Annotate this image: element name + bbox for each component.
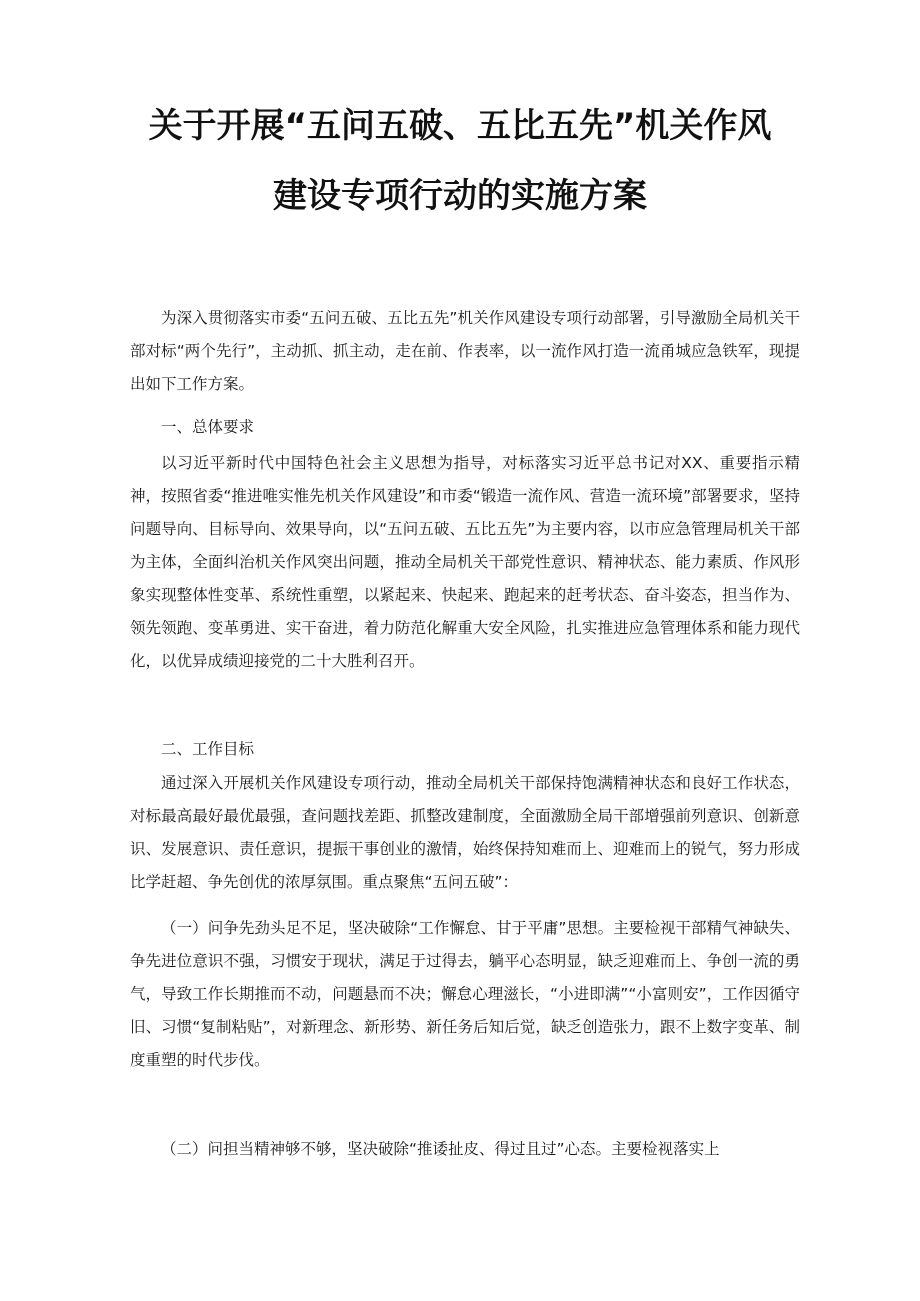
section-work-goals-body: 通过深入开展机关作风建设专项行动，推动全局机关干部保持饱满精神状态和良好工作状态，对标最高最好最优最强，查问题找差距、抓整改建制度，全面激励全局干部增强前列意识、创新意识、发展意识、责任意识，提振干事创业的激情，始终保持知难而上、迎难而上的锐气，努力形成比学赶超、争先创优的浓厚氛围。重点聚焦“五问五破”： [130,774,800,891]
goal-item-1: （一）问争先劲头足不足，坚决破除“工作懈怠、甘于平庸”思想。主要检视干部精气神缺失、争先进位意识不强，习惯安于现状，满足于过得去，躺平心态明显，缺乏迎难而上、争创一流的勇气，导致工作长期推而不动，问题悬而不决；懈怠心理滋长，“小进即满”“小富则安”，工作因循守旧、习惯“复制粘贴”，对新理念、新形势、新任务后知后觉，缺乏创造张力，跟不上数字变革、制度重塑的时代步伐。 [130,919,800,1069]
section-heading-work-goals: 二、工作目标 [161,740,255,758]
intro-paragraph: 为深入贯彻落实市委“五问五破、五比五先”机关作风建设专项行动部署，引导激励全局机关干部对标“两个先行”，主动抓、抓主动，走在前、作表率，以一流作风打造一流甬城应急铁军，现提出如下工作方案。 [130,309,800,393]
section-heading-general-requirements: 一、总体要求 [161,418,255,436]
section-general-requirements-body: 以习近平新时代中国特色社会主义思想为指导，对标落实习近平总书记对XX、重要指示精神，按照省委“推进唯实惟先机关作风建设”和市委“锻造一流作风、营造一流环境”部署要求，坚持问题导向、目标导向、效果导向，以“五问五破、五比五先”为主要内容，以市应急管理局机关干部为主体，全面纠治机关作风突出问题，推动全局机关干部党性意识、精神状态、能力素质、作风形象实现整体性变革、系统性重塑，以紧起来、快起来、跑起来的赶考状态、奋斗姿态，担当作为、领先领跑、变革勇进、实干奋进，着力防范化解重大安全风险，扎实推进应急管理体系和能力现代化，以优异成绩迎接党的二十大胜利召开。 [130,454,800,670]
goal-item-2: （二）问担当精神够不够，坚决破除“推诿扯皮、得过且过”心态。主要检视落实上 [161,1140,720,1158]
document-title-line-2: 建设专项行动的实施方案 [273,176,647,216]
document-title-line-1: 关于开展“五问五破、五比五先”机关作风 [148,106,772,146]
